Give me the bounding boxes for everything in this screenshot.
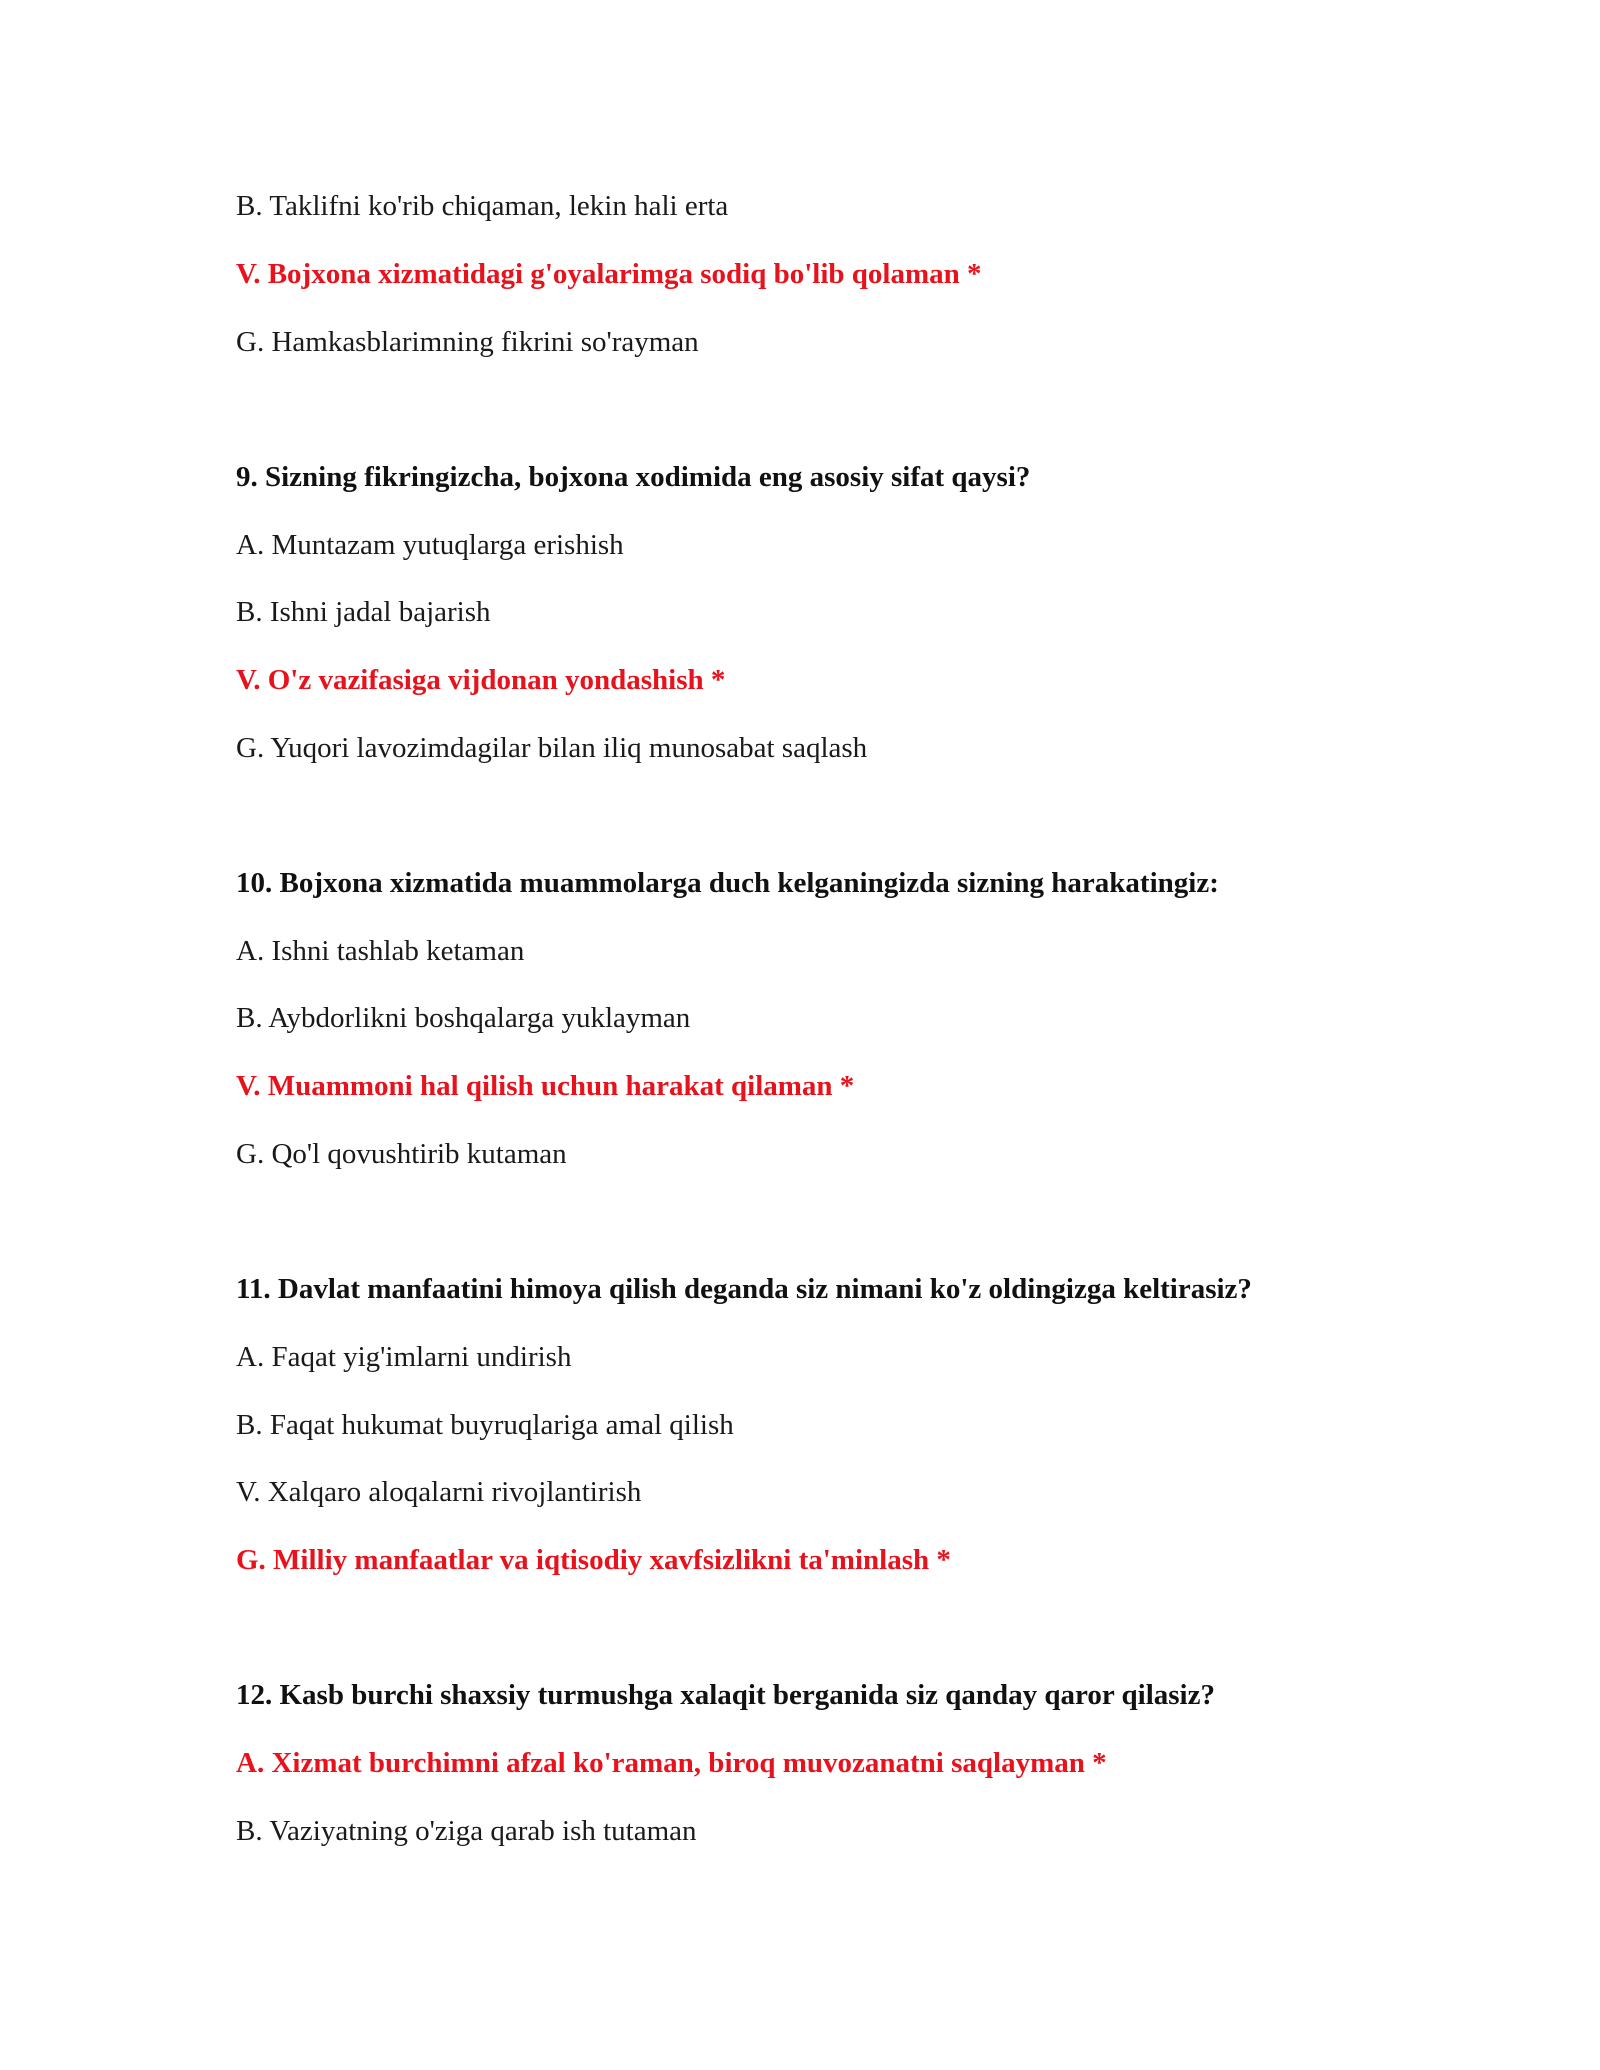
q10-question: 10. Bojxona xizmatida muammolarga duch kelganingizda sizning harakatingiz: (236, 867, 1219, 899)
q9-question: 9. Sizning fikringizcha, bojxona xodimida eng asosiy sifat qaysi? (236, 461, 1031, 493)
q9-option-g: G. Yuqori lavozimdagilar bilan iliq munosabat saqlash (236, 732, 868, 764)
q12-question: 12. Kasb burchi shaxsiy turmushga xalaqit berganida siz qanday qaror qilasiz? (236, 1679, 1215, 1711)
q10-option-g: G. Qo'l qovushtirib kutaman (236, 1138, 567, 1170)
q11-option-g-correct: G. Milliy manfaatlar va iqtisodiy xavfsizlikni ta'minlash * (236, 1544, 951, 1576)
q9-option-a: A. Muntazam yutuqlarga erishish (236, 529, 624, 561)
q11-option-a: A. Faqat yig'imlarni undirish (236, 1341, 572, 1373)
q8-option-b: B. Taklifni ko'rib chiqaman, lekin hali erta (236, 190, 729, 222)
q12-option-a-correct: A. Xizmat burchimni afzal ko'raman, biroq muvozanatni saqlayman * (236, 1747, 1107, 1779)
q8-option-g: G. Hamkasblarimning fikrini so'rayman (236, 326, 699, 358)
q10-option-v-correct: V. Muammoni hal qilish uchun harakat qilaman * (236, 1070, 855, 1102)
q11-option-v: V. Xalqaro aloqalarni rivojlantirish (236, 1476, 642, 1508)
q11-option-b: B. Faqat hukumat buyruqlariga amal qilish (236, 1409, 734, 1441)
q12-option-b: B. Vaziyatning o'ziga qarab ish tutaman (236, 1815, 697, 1847)
q10-option-a: A. Ishni tashlab ketaman (236, 935, 525, 967)
q10-option-b: B. Aybdorlikni boshqalarga yuklayman (236, 1002, 691, 1034)
q9-option-v-correct: V. O'z vazifasiga vijdonan yondashish * (236, 664, 726, 696)
q8-option-v-correct: V. Bojxona xizmatidagi g'oyalarimga sodiq bo'lib qolaman * (236, 258, 982, 290)
q9-option-b: B. Ishni jadal bajarish (236, 596, 491, 628)
q11-question: 11. Davlat manfaatini himoya qilish deganda siz nimani ko'z oldingizga keltirasiz? (236, 1273, 1252, 1305)
